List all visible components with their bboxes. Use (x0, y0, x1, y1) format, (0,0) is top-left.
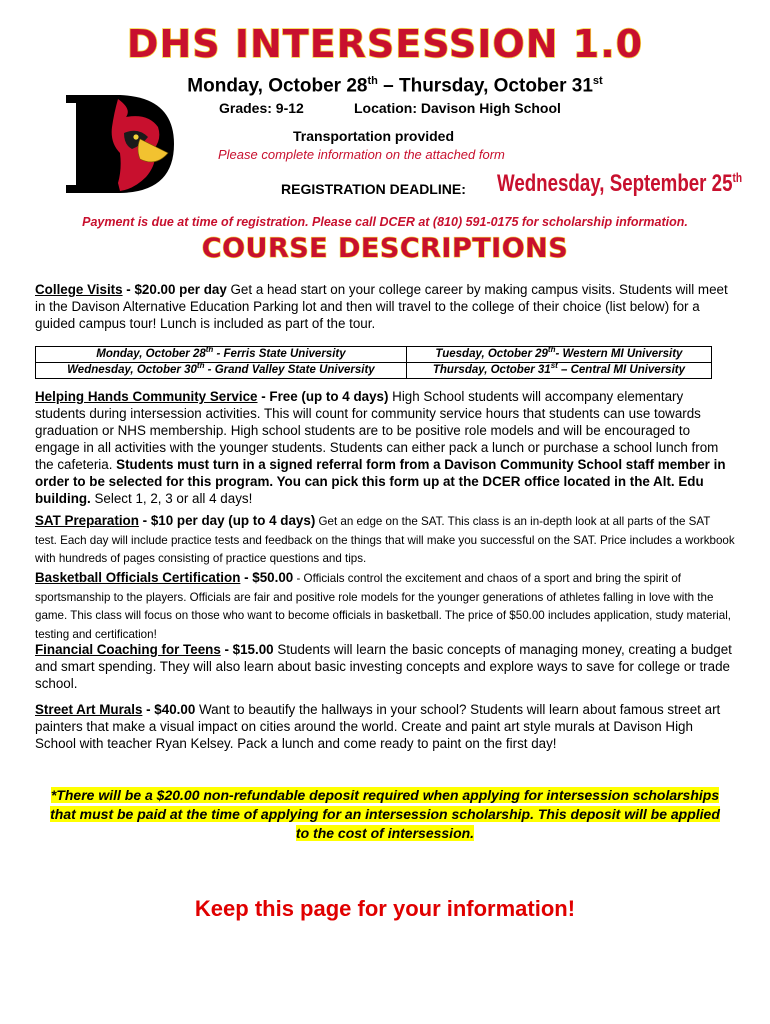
payment-note: Payment is due at time of registration. Please call DCER at (810) 591-0175 for scholarship information. (82, 215, 688, 229)
course-price: - $10 per day (up to 4 days) (138, 513, 316, 528)
registration-deadline-label: REGISTRATION DEADLINE: (281, 181, 466, 197)
keep-page-note: Keep this page for your information! (194, 896, 576, 921)
course-title: SAT Preparation (35, 513, 139, 528)
table-cell: Thursday, October 31st – Central MI University (406, 363, 711, 379)
page-title: DHS INTERSESSION 1.0 (126, 22, 644, 66)
course-price: - $20.00 per day (122, 282, 227, 297)
complete-form-note: Please complete information on the attached form (218, 147, 505, 162)
table-row (36, 363, 712, 379)
registration-deadline-date: Wednesday, September 25th (497, 170, 743, 197)
course-title: Basketball Officials Certification (35, 570, 241, 585)
course-title: Street Art Murals (35, 702, 143, 717)
course-financial-coaching (35, 641, 735, 692)
course-description: - Officials control the excitement and chaos of a sport and bring the spirit of sportsmanship to the players. Officials are fair and positive role models for the younger generations of athletes falling in love with the game. This class will focus on those who want to become officials in basketball. The price of $50.00 includes application, study material, testing and certification! (35, 572, 731, 641)
course-helping-hands: Helping Hands Community Service - Free (up to 4 days) High School students will accompany elementary students during intersession activities. This will count for community service hours that students can use towards graduation or NHS membership. High school students are to be positive role models and will be encouraged to engage in all activities with the younger students. Students can either pack a lunch or purchase a school lunch from the cafeteria. Students must turn in a signed referral form from a Davison Community School staff member in order to be selected for this program. You can pick this form up at the DCER office located in the Alt. Edu building. Select 1, 2, 3 or all 4 days! (35, 389, 726, 506)
deposit-note: *There will be a $20.00 non-refundable deposit required when applying for intersession scholarships that must be paid at the time of applying for an intersession scholarship. This deposit will be applied to the cost of intersession. (50, 787, 720, 841)
course-college-visits (35, 281, 735, 332)
course-description: Get a head start on your college career by making campus visits. Students will meet in the Davison Alternative Education Parking lot and then will travel to the college of their choice (list below) for a guided campus tour! Lunch is included as part of the tour. (35, 282, 728, 331)
dhs-cardinal-logo (62, 93, 177, 195)
grades-label: Grades: 9-12 (219, 100, 304, 116)
transportation-note: Transportation provided (293, 128, 455, 144)
course-title: College Visits (35, 282, 123, 297)
course-description: Get an edge on the SAT. This class is an in-depth look at all parts of the SAT test. Each day will include practice tests and feedback on the things that will make you successful on the SAT. Price includes a workbook with hundreds of pages consisting of practice questions and tips. (35, 515, 735, 565)
course-price: - Free (up to 4 days) (257, 389, 389, 404)
table-cell: Tuesday, October 29th- Western MI University (406, 347, 711, 363)
course-descriptions-heading: COURSE DESCRIPTIONS (201, 233, 569, 264)
course-price: - $40.00 (142, 702, 196, 717)
course-title: Financial Coaching for Teens (35, 642, 221, 657)
course-description: Want to beautify the hallways in your school? Students will learn about famous street art painters that make a visual impact on cities around the world. Create and paint art style murals at Davison High School with teacher Ryan Kelsey. Pack a lunch and come ready to paint on the first day! (35, 702, 721, 751)
course-basketball-officials (35, 569, 735, 643)
course-requirement: Students must turn in a signed referral form from a Davison Community School staff member in order to be selected for this program. You can pick this form up at the DCER office located in the Alt. Edu building. (35, 457, 726, 506)
event-dates: Monday, October 28th – Thursday, October 31st (187, 75, 603, 97)
table-row (36, 347, 712, 363)
table-cell: Wednesday, October 30th - Grand Valley State University (36, 363, 407, 379)
course-title: Helping Hands Community Service (35, 389, 258, 404)
course-price: - $15.00 (220, 642, 274, 657)
location-label: Location: Davison High School (354, 100, 561, 116)
course-sat-preparation (35, 512, 735, 568)
table-cell: Monday, October 28th - Ferris State University (36, 347, 407, 363)
cardinal-eye-icon (133, 134, 138, 139)
course-price: - $50.00 (240, 570, 294, 585)
course-description: High School students will accompany elementary students during intersession activities. This will count for community service hours that students can use towards graduation or NHS membership. High school students are to be positive role models and will be encouraged to engage in all activities with the younger students. Students can either pack a lunch or purchase a school lunch from the cafeteria. (35, 389, 719, 472)
course-description: Students will learn the basic concepts of managing money, creating a budget and smart spending. They will also learn about basic investing concepts and explore ways to save for college or trade school. (35, 642, 732, 691)
college-visits-table (35, 346, 712, 379)
course-street-art-murals (35, 701, 735, 752)
